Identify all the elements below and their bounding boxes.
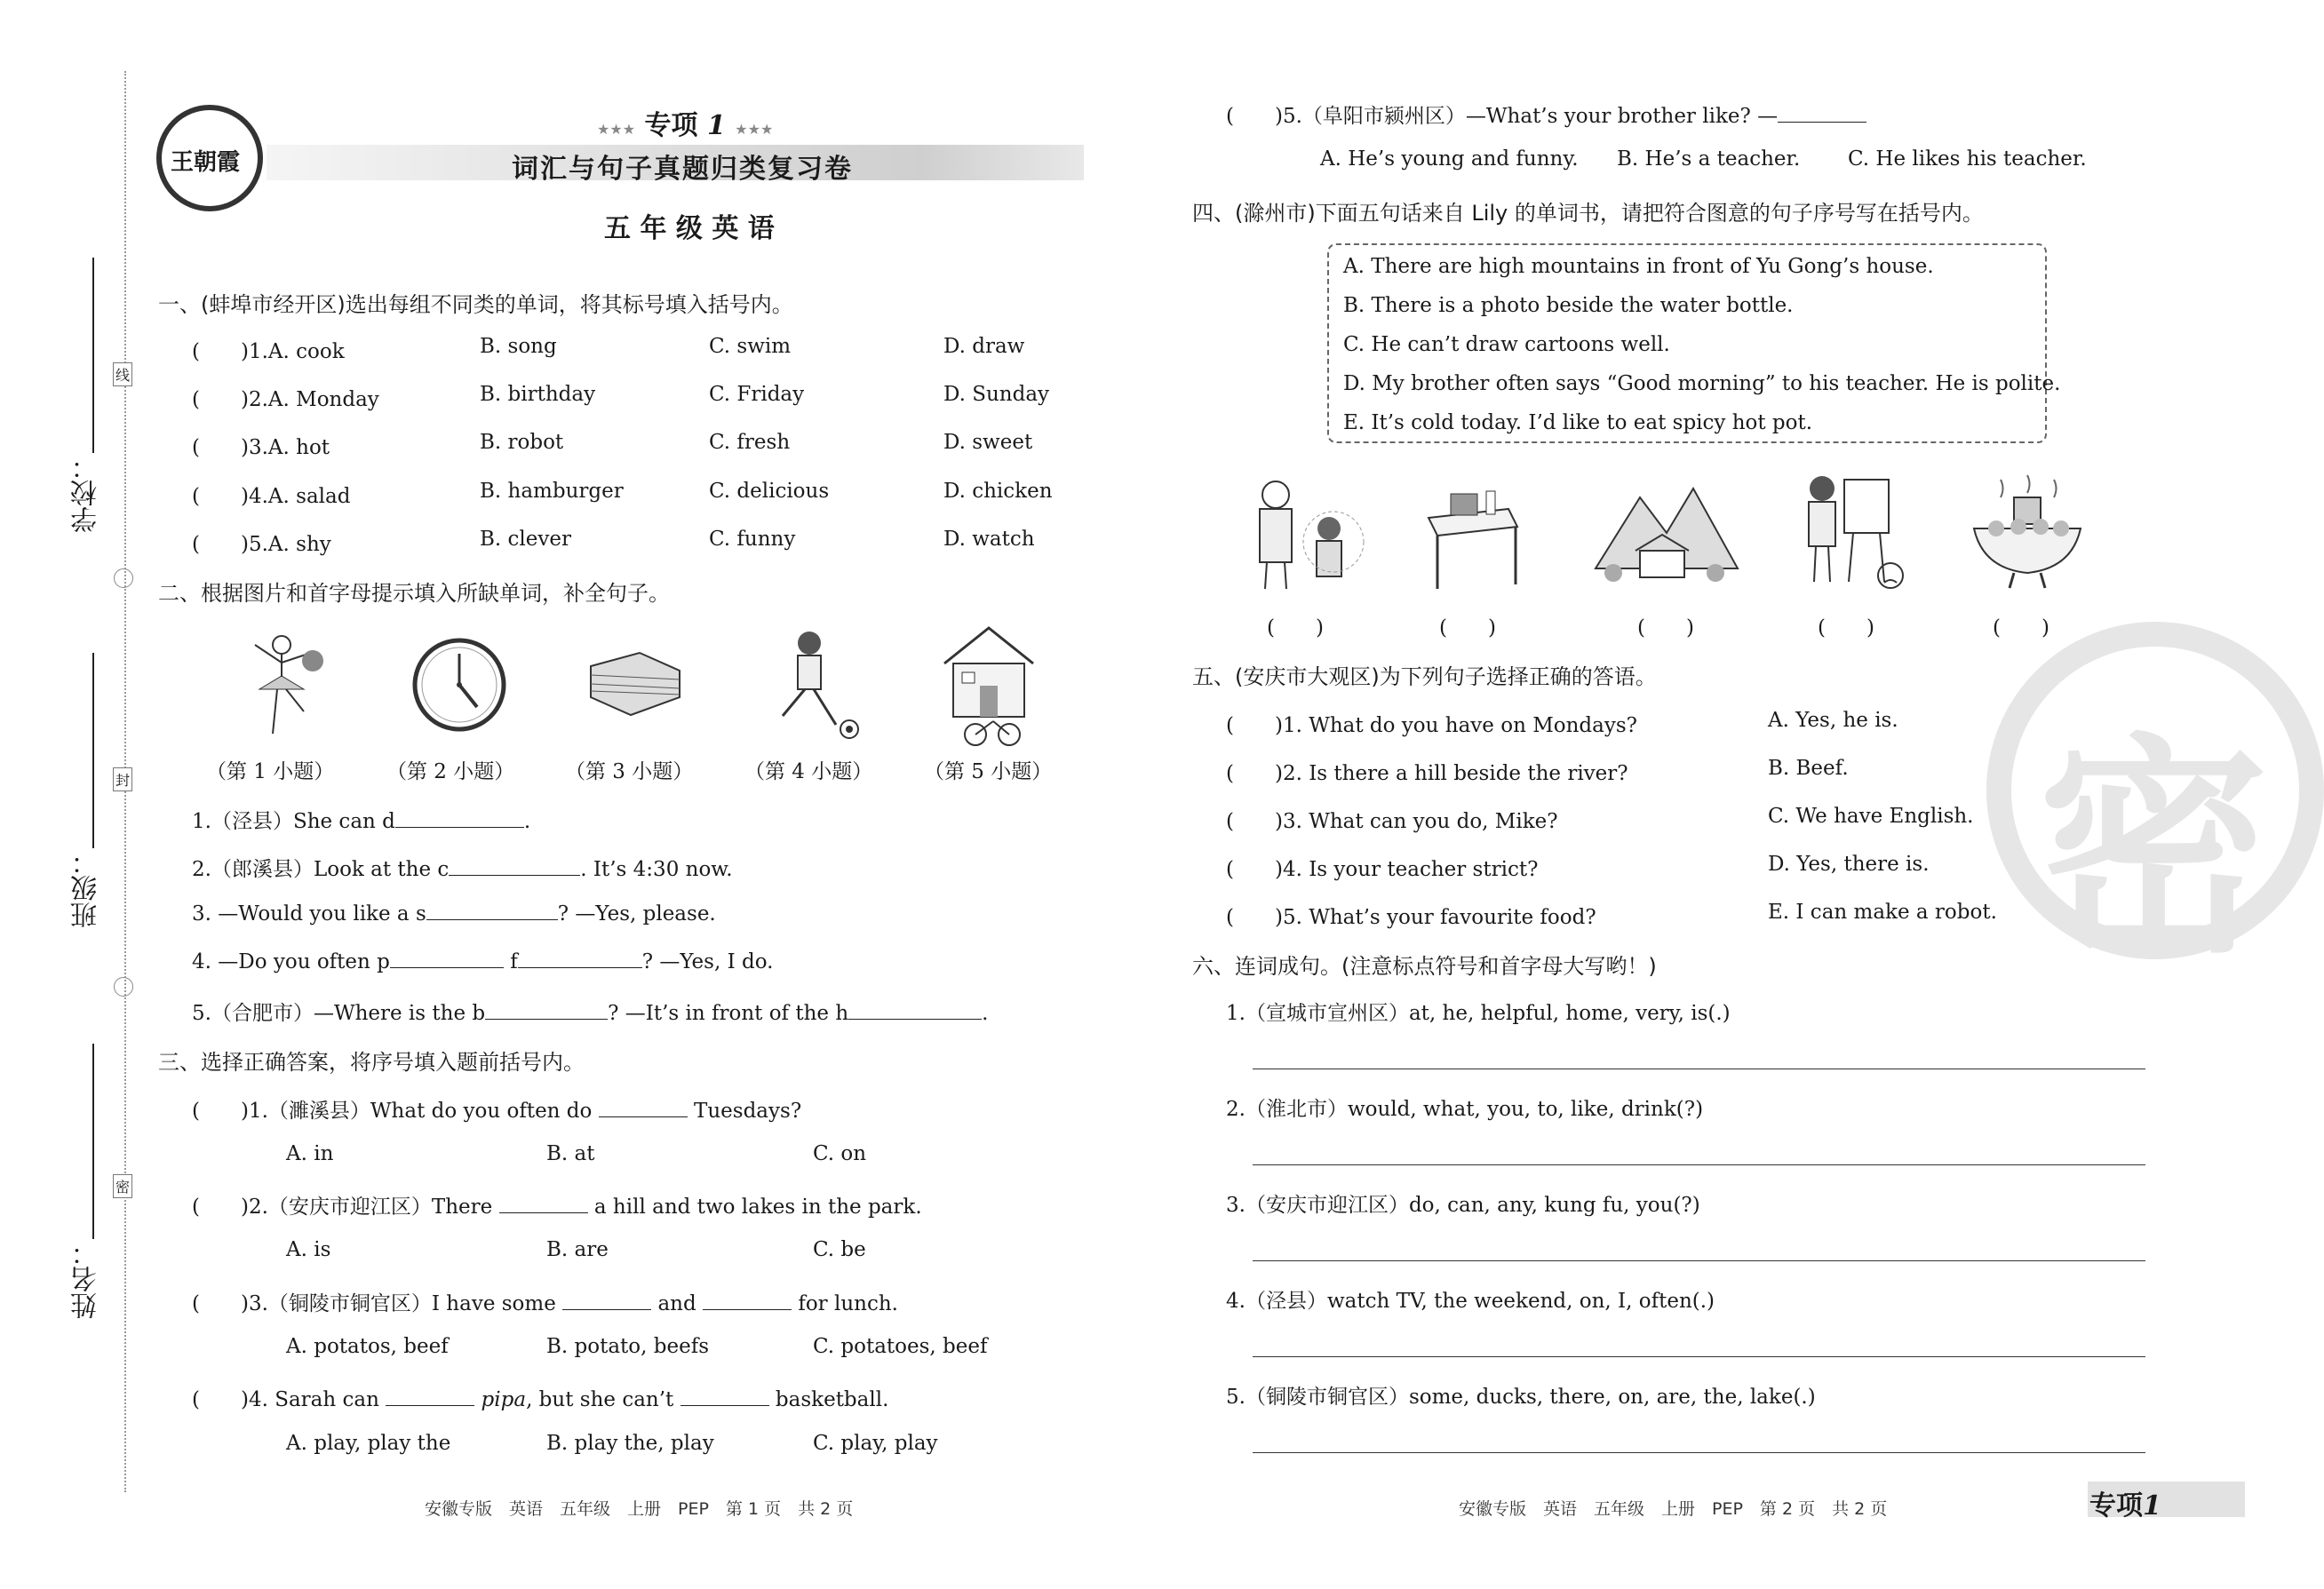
sec5-answer-b: B. Beef.: [1768, 757, 1849, 780]
sec5-answer-c: C. We have English.: [1768, 805, 1974, 828]
fill-blank[interactable]: [449, 856, 580, 876]
fill-blank[interactable]: [680, 1386, 769, 1406]
house-bike-picture: [940, 624, 1038, 748]
hotpot-picture: [1965, 471, 2089, 595]
sec3-q5: ( )5.（阜阳市颍州区）—What’s your brother like? —: [1226, 99, 1866, 129]
answer-line[interactable]: [1253, 1356, 2145, 1357]
section-3-title: 三、选择正确答案，将序号填入题前括号内。: [158, 1050, 585, 1075]
sec1-row: ( )5.A. shy: [192, 533, 331, 556]
option-d: D. draw: [943, 335, 1025, 358]
sec6-item-3: 3.（安庆市迎江区）do, can, any, kung fu, you(?): [1226, 1194, 1700, 1217]
option-b: B. play the, play: [546, 1432, 714, 1455]
sec2-q1: 1.（泾县）She can d .: [192, 810, 531, 833]
fill-blank[interactable]: [518, 949, 642, 968]
section-5-title: 五、(安庆市大观区)为下列句子选择正确的答语。: [1192, 664, 1657, 689]
option-d: D. watch: [943, 528, 1035, 551]
class-label: 班级：: [71, 848, 102, 928]
subject-title: 五 年 级 英 语: [604, 213, 775, 244]
sec6-item-5: 5.（铜陵市铜官区）some, ducks, there, on, are, the, lake(.): [1226, 1386, 1816, 1409]
dancer-picture: [233, 627, 330, 743]
sentence-c: C. He can’t draw cartoons well.: [1343, 333, 1670, 356]
answer-paren[interactable]: ( ): [192, 340, 249, 363]
option-d: D. sweet: [943, 431, 1033, 454]
secret-watermark-icon: [1986, 622, 2324, 984]
sec5-question-5: ( )5. What’s your favourite food?: [1226, 906, 1596, 929]
mark-line: 线: [113, 362, 132, 386]
answer-paren[interactable]: (: [192, 1196, 241, 1219]
answer-paren[interactable]: (: [1226, 810, 1275, 833]
option-a: A. He’s young and funny.: [1320, 147, 1579, 171]
table-photo-picture: [1420, 487, 1526, 593]
sec2-q2: 2.（郎溪县）Look at the c . It’s 4:30 now.: [192, 858, 733, 881]
option-c: C. on: [813, 1142, 867, 1165]
sentence-e: E. It’s cold today. I’d like to eat spicy hot pot.: [1343, 411, 1813, 434]
section-1-title: 一、(蚌埠市经开区)选出每组不同类的单词，将其标号填入括号内。: [158, 292, 793, 317]
answer-line[interactable]: [1253, 1260, 2145, 1261]
boy-drawing-picture: [1791, 471, 1906, 595]
watermark-char: 密: [2038, 716, 2269, 984]
name-label: 姓名：: [71, 1239, 102, 1319]
mark-seal: 封: [113, 767, 132, 791]
logo-text: 王朝霞: [171, 149, 241, 176]
picture-answer-paren-4[interactable]: ( ): [1818, 616, 1874, 640]
fill-blank[interactable]: [562, 1291, 651, 1310]
answer-paren[interactable]: (: [192, 1388, 241, 1411]
option-c: C. delicious: [709, 480, 830, 503]
caption-4: （第 4 小题）: [744, 760, 873, 783]
sec6-item-4: 4.（泾县）watch TV, the weekend, on, I, often(.): [1226, 1290, 1715, 1313]
option-c: C. swim: [709, 335, 792, 358]
answer-paren[interactable]: (: [1226, 858, 1275, 881]
option-b: B. birthday: [480, 383, 596, 406]
section-4-title: 四、(滁州市)下面五句话来自 Lily 的单词书，请把符合图意的句子序号写在括号内。: [1192, 201, 1984, 226]
fill-blank[interactable]: [390, 949, 504, 968]
option-a: A. potatos, beef: [286, 1335, 449, 1358]
fill-blank[interactable]: [703, 1291, 792, 1310]
sec3-q3: ( )3.（铜陵市铜官区）I have some and for lunch.: [192, 1292, 898, 1315]
sec6-item-2: 2.（淮北市）would, what, you, to, like, drink(?): [1226, 1098, 1704, 1121]
answer-paren[interactable]: (: [1226, 105, 1275, 128]
clock-picture: [410, 636, 508, 734]
sec1-row: ( )1.A. cook: [192, 340, 345, 363]
binding-hole-icon: [114, 977, 133, 997]
sec3-q2: ( )2.（安庆市迎江区）There a hill and two lakes in the park.: [192, 1196, 922, 1219]
option-c: C. fresh: [709, 431, 791, 454]
answer-line[interactable]: [1253, 1452, 2145, 1453]
answer-line[interactable]: [1253, 1164, 2145, 1165]
option-d: D. chicken: [943, 480, 1053, 503]
fill-blank[interactable]: [426, 901, 558, 920]
sec6-item-1: 1.（宣城市宣州区）at, he, helpful, home, very, is(.): [1226, 1002, 1731, 1025]
option-c: C. He likes his teacher.: [1848, 147, 2087, 171]
fill-blank[interactable]: [1778, 103, 1866, 123]
option-b: B. song: [480, 335, 557, 358]
option-b: B. robot: [480, 431, 564, 454]
sec2-q3: 3. —Would you like a s ? —Yes, please.: [192, 902, 716, 926]
option-c: C. Friday: [709, 383, 805, 406]
option-b: B. at: [546, 1142, 595, 1165]
footer-left: 安徽专版 英语 五年级 上册 PEP 第 1 页 共 2 页: [425, 1499, 854, 1519]
football-boy-picture: [760, 627, 867, 743]
sentence-b: B. There is a photo beside the water bottle.: [1343, 294, 1794, 317]
footer-right: 安徽专版 英语 五年级 上册 PEP 第 2 页 共 2 页: [1459, 1499, 1888, 1519]
option-b: B. are: [546, 1238, 609, 1261]
picture-answer-paren-5[interactable]: ( ): [1993, 616, 2049, 640]
sec5-question-2: ( )2. Is there a hill beside the river?: [1226, 762, 1628, 785]
topic-header: [597, 103, 773, 142]
sec3-q4: ( )4. Sarah can pipa, but she can’t basketball.: [192, 1388, 889, 1411]
answer-paren[interactable]: (: [1226, 714, 1275, 737]
option-b: B. clever: [480, 528, 571, 551]
binding-hole-icon: [114, 568, 133, 588]
name-underline: [92, 1044, 94, 1239]
caption-2: （第 2 小题）: [386, 760, 515, 783]
picture-answer-paren-1[interactable]: ( ): [1267, 616, 1324, 640]
fill-blank[interactable]: [386, 1386, 474, 1406]
answer-paren[interactable]: (: [192, 1292, 241, 1315]
sec1-row: ( )2.A. Monday: [192, 388, 379, 411]
mountain-house-picture: [1587, 471, 1747, 586]
option-d: D. Sunday: [943, 383, 1050, 406]
sec1-row: ( )4.A. salad: [192, 485, 351, 508]
answer-paren[interactable]: ( ): [192, 485, 249, 508]
option-a: A. in: [286, 1142, 334, 1165]
school-underline: [92, 258, 94, 453]
sec3-q1: ( )1.（濉溪县）What do you often do Tuesdays?: [192, 1100, 802, 1123]
caption-1: （第 1 小题）: [206, 760, 335, 783]
option-b: B. potato, beefs: [546, 1335, 710, 1358]
caption-5: （第 5 小题）: [924, 760, 1053, 783]
class-underline: [92, 653, 94, 848]
logo-badge: [156, 105, 263, 211]
sec5-question-1: ( )1. What do you have on Mondays?: [1226, 714, 1637, 737]
mark-secret: 密: [113, 1174, 132, 1198]
topic-label: 专项: [644, 110, 698, 141]
fill-blank[interactable]: [499, 1194, 588, 1213]
sec1-row: ( )3.A. hot: [192, 436, 330, 459]
option-c: C. potatoes, beef: [813, 1335, 988, 1358]
sentence-d: D. My brother often says “Good morning” to his teacher. He is polite.: [1343, 372, 2061, 395]
sec5-question-3: ( )3. What can you do, Mike?: [1226, 810, 1558, 833]
section-6-title: 六、连词成句。(注意标点符号和首字母大写哟！): [1192, 954, 1657, 979]
stars-icon: ★★★: [597, 121, 636, 138]
answer-paren[interactable]: ( ): [192, 533, 249, 556]
answer-paren[interactable]: (: [192, 1100, 241, 1123]
sentence-a: A. There are high mountains in front of Yu Gong’s house.: [1343, 255, 1934, 278]
answer-paren[interactable]: (: [1226, 906, 1275, 929]
main-title: 词汇与句子真题归类复习卷: [512, 154, 853, 185]
option-b: B. hamburger: [480, 480, 624, 503]
option-c: C. play, play: [813, 1432, 938, 1455]
picture-answer-paren-2[interactable]: ( ): [1439, 616, 1496, 640]
sec2-q5: 5.（合肥市）—Where is the b ? —It’s in front of the h .: [192, 1002, 989, 1025]
answer-paren[interactable]: (: [1226, 762, 1275, 785]
topic-number: 1: [706, 110, 726, 141]
sec5-question-4: ( )4. Is your teacher strict?: [1226, 858, 1539, 881]
fill-blank[interactable]: [485, 1000, 608, 1020]
corner-label: 专项1: [2089, 1490, 2161, 1521]
fill-blank[interactable]: [395, 808, 524, 828]
sec2-q4: 4. —Do you often p f ? —Yes, I do.: [192, 950, 774, 973]
option-a: A. play, play the: [286, 1432, 451, 1455]
caption-3: （第 3 小题）: [565, 760, 694, 783]
sec5-answer-a: A. Yes, he is.: [1768, 709, 1898, 732]
option-a: A. is: [286, 1238, 331, 1261]
answer-paren[interactable]: ( ): [192, 388, 249, 411]
teacher-boy-picture: [1240, 475, 1365, 591]
picture-answer-paren-3[interactable]: ( ): [1637, 616, 1694, 640]
sandwich-picture: [586, 648, 684, 719]
fill-blank[interactable]: [599, 1098, 688, 1117]
sec5-answer-d: D. Yes, there is.: [1768, 853, 1930, 876]
fill-blank[interactable]: [848, 1000, 982, 1020]
option-c: C. be: [813, 1238, 866, 1261]
option-b: B. He’s a teacher.: [1617, 147, 1801, 171]
answer-paren[interactable]: ( ): [192, 436, 249, 459]
option-c: C. funny: [709, 528, 796, 551]
school-label: 学校：: [71, 453, 102, 533]
section-2-title: 二、根据图片和首字母提示填入所缺单词，补全句子。: [158, 581, 670, 606]
stars-icon: ★★★: [735, 121, 774, 138]
sec5-answer-e: E. I can make a robot.: [1768, 901, 1997, 924]
